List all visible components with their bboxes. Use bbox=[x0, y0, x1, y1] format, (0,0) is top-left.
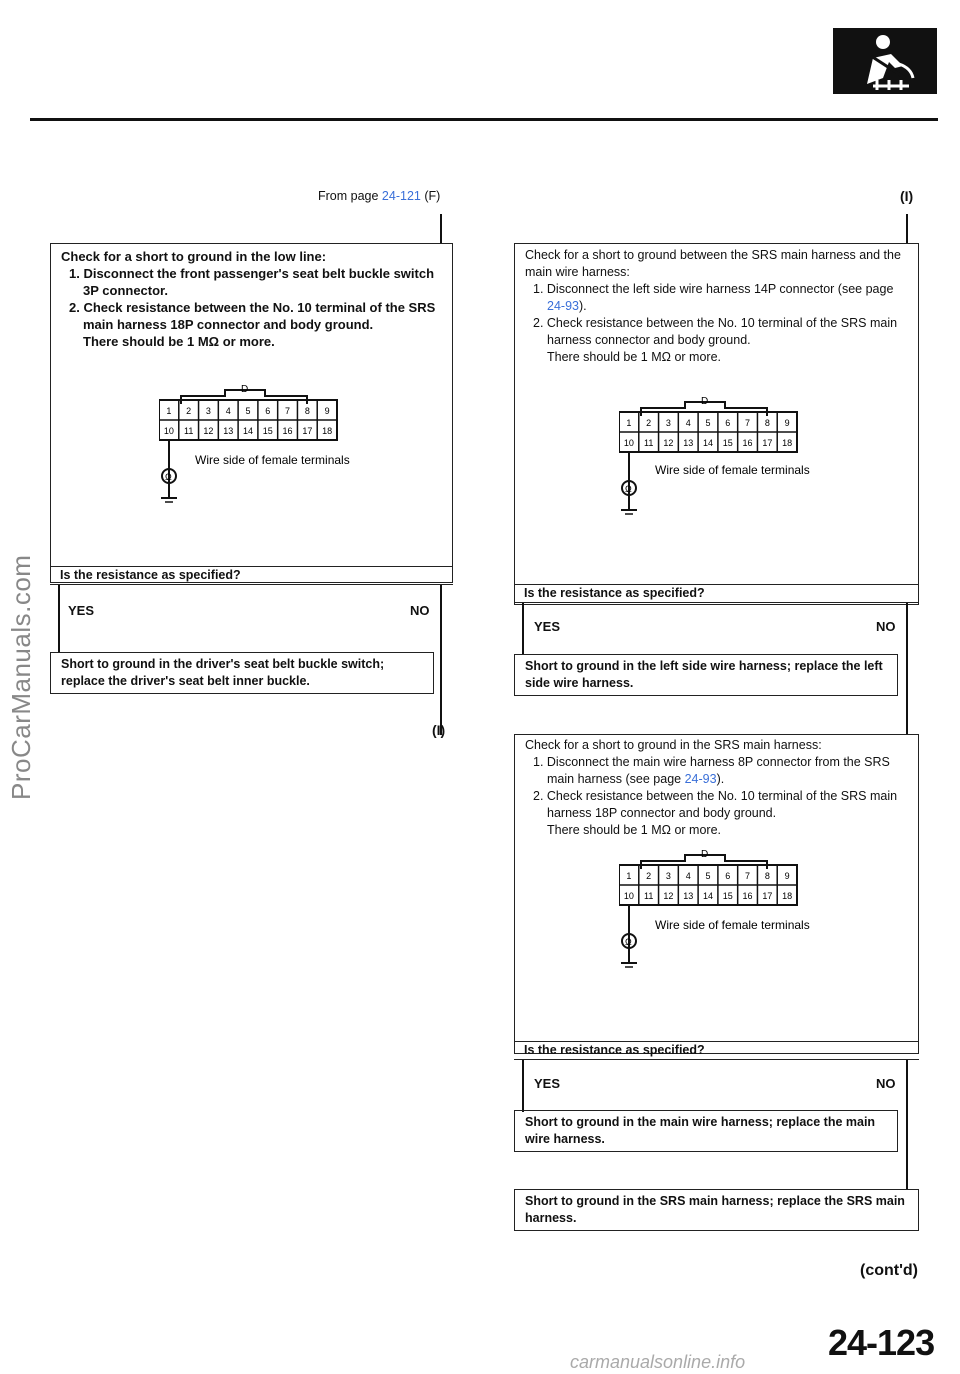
connector-terminal-1: 1 bbox=[166, 406, 172, 416]
connector-terminal-9: 9 bbox=[324, 406, 330, 416]
connector-terminal-16: 16 bbox=[742, 891, 753, 901]
connector-terminal-3: 3 bbox=[665, 871, 671, 881]
connector-terminal-7: 7 bbox=[745, 418, 751, 428]
connector-terminal-3: 3 bbox=[665, 418, 671, 428]
connector-terminal-11: 11 bbox=[183, 426, 194, 436]
connector-terminal-6: 6 bbox=[265, 406, 271, 416]
connector-tab-label: D bbox=[701, 396, 709, 407]
no-label: NO bbox=[876, 619, 896, 634]
connector-terminal-9: 9 bbox=[784, 871, 790, 881]
connector-terminal-1: 1 bbox=[626, 871, 632, 881]
result-box-yes: Short to ground in the main wire harness; replace the main wire harness. bbox=[514, 1110, 898, 1152]
yes-label: YES bbox=[68, 603, 95, 618]
page-link[interactable]: 24-93 bbox=[547, 299, 579, 313]
question-bar: Is the resistance as specified? bbox=[50, 566, 453, 585]
no-label: NO bbox=[410, 603, 430, 618]
connector-terminal-12: 12 bbox=[663, 438, 674, 448]
result-box: Short to ground in the left side wire harness; replace the left side wire harness. bbox=[514, 654, 898, 696]
spec-text: There should be 1 MΩ or more. bbox=[547, 823, 722, 837]
from-page-link[interactable]: 24-121 bbox=[381, 189, 421, 203]
question-bar: Is the resistance as specified? bbox=[514, 584, 919, 603]
step-text: 1. Disconnect the main wire harness 8P connector from the SRS main harness (see page bbox=[533, 755, 890, 786]
connector-terminal-8: 8 bbox=[764, 418, 770, 428]
step-item: 2. Check resistance between the No. 10 terminal of the SRS main harness 18P connector and body ground. bbox=[69, 300, 436, 332]
connector-diagram bbox=[619, 394, 849, 524]
connector-terminal-8: 8 bbox=[304, 406, 310, 416]
connector-terminal-13: 13 bbox=[683, 438, 694, 448]
connector-terminal-10: 10 bbox=[163, 426, 174, 436]
step-item: 2. Check resistance between the No. 10 terminal of the SRS main harness connector and body ground. bbox=[533, 316, 898, 347]
connector-side-label: Wire side of female terminals bbox=[195, 453, 350, 467]
step-text: ). bbox=[578, 299, 587, 313]
connector-terminal-17: 17 bbox=[762, 438, 773, 448]
check-box-srs-harness bbox=[514, 734, 919, 1054]
connector-terminal-17: 17 bbox=[762, 891, 773, 901]
flow-line bbox=[906, 214, 908, 244]
connector-terminal-14: 14 bbox=[242, 426, 254, 436]
connector-diagram bbox=[159, 382, 389, 512]
connector-terminal-18: 18 bbox=[322, 426, 333, 436]
check-title: Check for a short to ground in the low line: bbox=[61, 249, 327, 264]
yes-label: YES bbox=[534, 1076, 561, 1091]
connector-terminal-12: 12 bbox=[663, 891, 674, 901]
connector-terminal-15: 15 bbox=[722, 438, 733, 448]
from-page-prefix: From page bbox=[318, 189, 382, 203]
connector-terminal-2: 2 bbox=[186, 406, 192, 416]
connector-tab-label: D bbox=[241, 384, 249, 395]
spec-text: There should be 1 MΩ or more. bbox=[547, 350, 722, 364]
connector-terminal-1: 1 bbox=[626, 418, 632, 428]
yes-line bbox=[522, 1060, 524, 1112]
connector-terminal-4: 4 bbox=[225, 406, 231, 416]
connector-terminal-10: 10 bbox=[623, 891, 634, 901]
connector-side-label: Wire side of female terminals bbox=[655, 463, 810, 477]
page-link[interactable]: 24-93 bbox=[684, 772, 717, 786]
step-item bbox=[525, 754, 908, 788]
connector-terminal-9: 9 bbox=[784, 418, 790, 428]
connector-terminal-7: 7 bbox=[745, 871, 751, 881]
connector-terminal-11: 11 bbox=[643, 891, 654, 901]
step-item: 1. Disconnect the front passenger's seat belt buckle switch 3P connector. bbox=[69, 266, 435, 298]
connector-side-label: Wire side of female terminals bbox=[655, 918, 810, 932]
from-page-ref bbox=[318, 188, 440, 205]
goto-marker: (I) bbox=[432, 722, 446, 738]
connector-tab-label: D bbox=[701, 849, 709, 860]
connector-terminal-14: 14 bbox=[702, 891, 714, 901]
connector-terminal-16: 16 bbox=[742, 438, 753, 448]
connector-terminal-18: 18 bbox=[782, 438, 793, 448]
step-text: ). bbox=[716, 772, 725, 786]
result-box-no: Short to ground in the SRS main harness; replace the SRS main harness. bbox=[514, 1189, 919, 1231]
connector-terminal-18: 18 bbox=[782, 891, 793, 901]
connector-terminal-8: 8 bbox=[764, 871, 770, 881]
header-rule bbox=[30, 118, 938, 121]
connector-terminal-7: 7 bbox=[285, 406, 291, 416]
seat-belt-icon bbox=[833, 28, 937, 94]
check-box-low-line bbox=[50, 243, 453, 583]
bottom-watermark: carmanualsonline.info bbox=[570, 1352, 746, 1372]
check-title: Check for a short to ground in the SRS main harness: bbox=[525, 738, 822, 752]
svg-text:Ω: Ω bbox=[625, 937, 632, 947]
check-title: Check for a short to ground between the SRS main harness and the main wire harness: bbox=[525, 248, 901, 279]
connector-terminal-2: 2 bbox=[646, 871, 652, 881]
no-line bbox=[906, 1060, 908, 1190]
step-item bbox=[525, 281, 908, 315]
no-label: NO bbox=[876, 1076, 896, 1091]
yes-line bbox=[522, 603, 524, 655]
yes-line bbox=[58, 585, 60, 653]
side-watermark: ProCarManuals.com bbox=[6, 554, 36, 800]
continued-label: (cont'd) bbox=[860, 1262, 919, 1279]
connector-terminal-16: 16 bbox=[282, 426, 293, 436]
connector-terminal-13: 13 bbox=[683, 891, 694, 901]
flow-line bbox=[440, 214, 442, 244]
no-line bbox=[440, 585, 442, 735]
connector-terminal-6: 6 bbox=[725, 418, 731, 428]
svg-text:Ω: Ω bbox=[625, 484, 632, 494]
connector-terminal-6: 6 bbox=[725, 871, 731, 881]
connector-terminal-4: 4 bbox=[685, 871, 691, 881]
connector-terminal-14: 14 bbox=[702, 438, 714, 448]
step-text: 1. Disconnect the left side wire harness 14P connector (see page bbox=[533, 282, 894, 296]
svg-text:Ω: Ω bbox=[165, 472, 172, 482]
connector-terminal-2: 2 bbox=[646, 418, 652, 428]
page-number: 24-123 bbox=[828, 1322, 935, 1363]
result-box: Short to ground in the driver's seat belt buckle switch; replace the driver's seat belt inner buckle. bbox=[50, 652, 434, 694]
step-item: 2. Check resistance between the No. 10 terminal of the SRS main harness 18P connector and body ground. bbox=[533, 789, 898, 820]
from-page-suffix: (F) bbox=[420, 189, 441, 203]
connector-terminal-12: 12 bbox=[203, 426, 214, 436]
connector-terminal-5: 5 bbox=[705, 871, 711, 881]
connector-terminal-15: 15 bbox=[262, 426, 273, 436]
connector-terminal-5: 5 bbox=[705, 418, 711, 428]
connector-terminal-10: 10 bbox=[623, 438, 634, 448]
connector-terminal-5: 5 bbox=[245, 406, 251, 416]
connector-terminal-17: 17 bbox=[302, 426, 313, 436]
connector-terminal-4: 4 bbox=[685, 418, 691, 428]
connector-terminal-3: 3 bbox=[205, 406, 211, 416]
connector-terminal-13: 13 bbox=[223, 426, 234, 436]
connector-terminal-15: 15 bbox=[722, 891, 733, 901]
no-line bbox=[906, 603, 908, 735]
check-box-main-harness bbox=[514, 243, 919, 605]
connector-diagram bbox=[619, 847, 849, 977]
connector-terminal-11: 11 bbox=[643, 438, 654, 448]
yes-label: YES bbox=[534, 619, 561, 634]
question-bar: Is the resistance as specified? bbox=[514, 1041, 919, 1060]
spec-text: There should be 1 MΩ or more. bbox=[83, 334, 275, 349]
entry-marker: (I) bbox=[900, 188, 914, 204]
